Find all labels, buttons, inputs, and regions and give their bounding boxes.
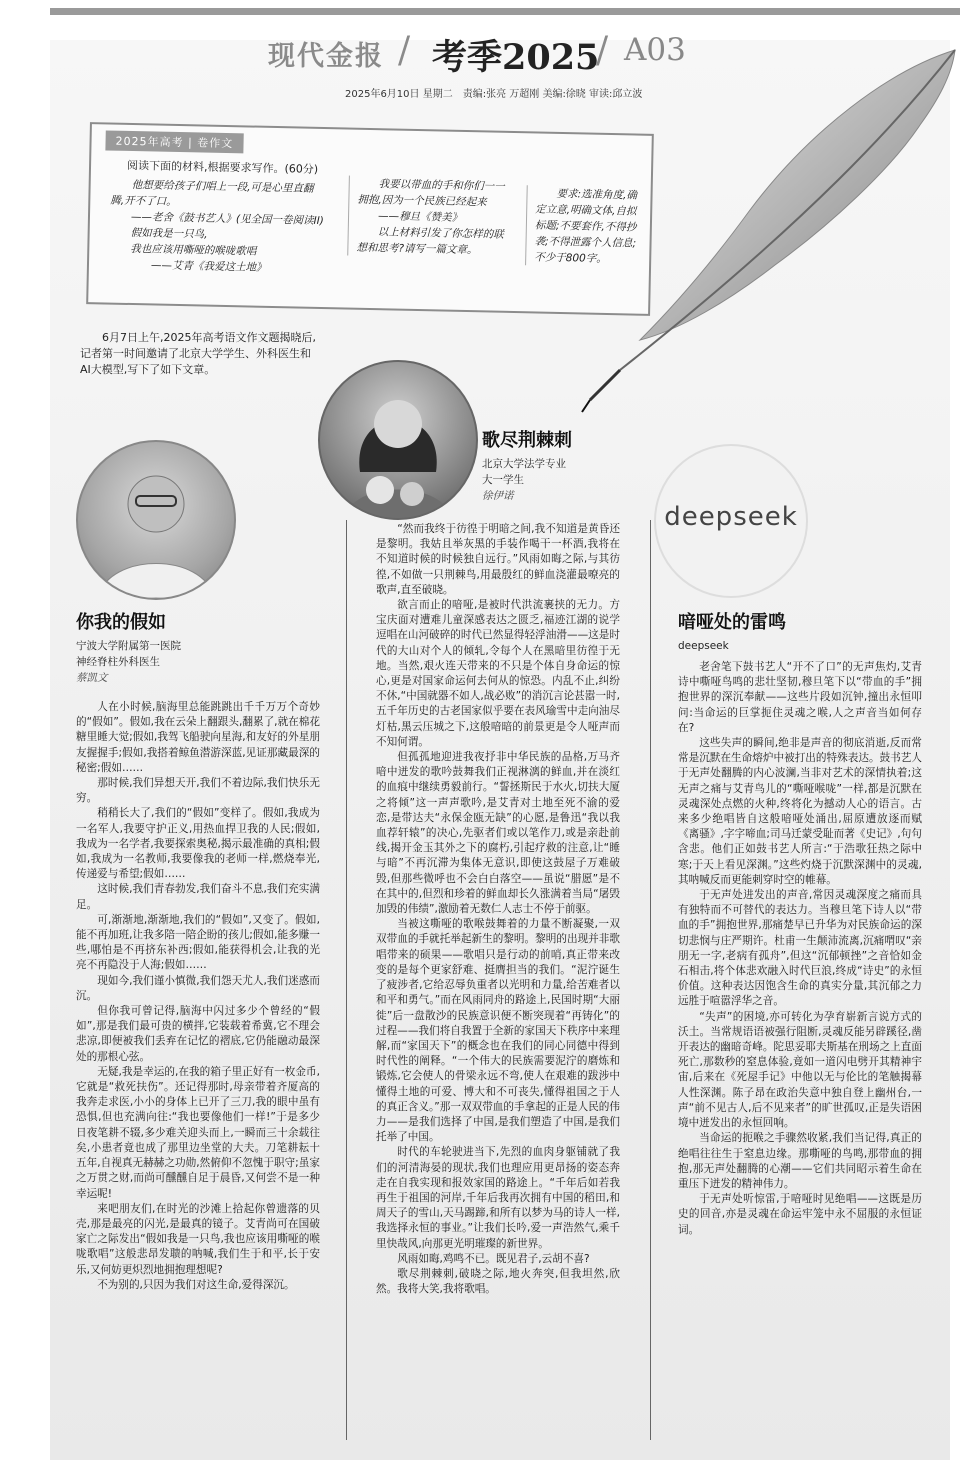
prompt-material-a [109, 177, 326, 277]
author-meta: 宁波大学附属第一医院 [76, 640, 181, 652]
paragraph: 但孤孤地迎进我夜抒非中华民族的品格,万马齐喑中迸发的歌吟鼓舞我们正视淋漓的鲜血,并在淡红的血痕中继续勇毅前行。“誓拯斯民于水火,切扶大厦之将倾”这一声声歌吟,是艾青对土地至死不渝的爱恋,是带达夫“永保金瓯无缺”的心愿,是鲁迅“我以我血荐轩辕”的决心,先驱者们或以笔作刀,或是亲赴前线,揭开金玉其外之下的腐朽,引起疗救的注意,让“睡与暗”不再沉滞为集体无意识,即使这鼓屋子万难破毁,但那些微呼也不会白白落空——虽说“腊愿”是不在其中的,但烈和珍着的鲜血却长久涨满着当局“屠毁加毁的伟绩”,激励着无数仁人志士不停于前驱。 [376, 751, 620, 916]
masthead-slash: / [398, 30, 411, 71]
essay-title: 喑哑处的雷鸣 [678, 612, 786, 633]
section-title: 考季2025 [432, 37, 600, 78]
paragraph: 时代的车轮驶进当下,先烈的血肉身躯铺就了我们的河清海晏的现状,我们也理应用更昂扬的姿态奔走在自我实现和报效家国的路途上。“千年后如若我再生于祖国的河岸,千年后我再次拥有中国的稻田,和周天子的雪山,天马踢蹄,和所有以梦为马的诗人一样,我选择永恒的事业。”让我们长吟,爱一声浩然气,乘千里快哉风,向那更光明璀璨的新世界。 [376, 1146, 620, 1250]
prompt-tag: 2025年高考 | 卷作文 [105, 130, 243, 153]
person-silhouette-icon [320, 362, 476, 518]
author-photo-doctor [76, 440, 236, 600]
prompt-line: ——老舍《鼓书艺人》(见全国一卷阅读II) [130, 210, 324, 228]
paragraph: 稍稍长大了,我们的“假如”变样了。假如,我成为一名军人,我要守护正义,用热血捍卫我的人民;假如,我成为一名学者,我要探索奥秘,揭示最准确的真相;假如,我成为一名教师,我要像我的老师一样,燃烧奉光,传递爱与希望;假如…… [76, 807, 320, 881]
paragraph: 人在小时候,脑海里总能跳跳出千千万万个奇妙的“假如”。假如,我在云朵上翻跟头,翻累了,就在棉花糖里睡大觉;假如,我驾飞船驶向星海,和友好的外星朋友握握手;假如,我搭着鲸鱼潜游深蓝,见证那藏最深的秘密;假如…… [76, 701, 320, 774]
essay-body-3 [678, 660, 922, 1238]
essay-body-1 [76, 700, 320, 1293]
essay-title: 歌尽荆棘刺 [482, 430, 572, 451]
column-divider [650, 520, 651, 1440]
paragraph: 欲言而止的喑哑,是被时代洪流裹挟的无力。方宝庆面对遭难儿童深感表达之匮乏,福迹江湖的说学逗唱在山河破碎的时代已然显得轻浮油滑——这是时代的大山对个人的倾轧,令每个人在黑暗里彷徨于无地。当然,艰火连天带来的不只是个体自身命运的惊心,更是对国家命运何去何从的惊恐。内乱不止,纠纷不休,“中国就器不如人,战必败”的消沉言论甚嚣一时,五千年历史的古老国家似乎要在表风瑜雪中走向油尽灯枯,黑云压城之下,这般喑暗的前景更是令人哑声而不知何谓。 [376, 599, 620, 748]
paragraph: “失声”的困境,亦可转化为孕育崭新言说方式的沃土。当常规语语被强行阻断,灵魂反能另辟蹊径,凿开表达的幽暗奇峰。陀思妥耶夫斯基在刑场之上直面死亡,那数秒的窒息体验,竟如一道闪电劈开其精神宇宙,后来在《死屋手记》中他以无与伦比的笔触揭幕人性深渊。陈子昂在政治失意中独自登上幽州台,一声“前不见古人,后不见来者”的旷世孤叹,正是失语困境中迸发出的永恒回响。 [678, 1010, 922, 1130]
paragraph: 来吧朋友们,在时光的沙滩上拾起你曾遗落的贝壳,那是最亮的闪光,是最真的镜子。艾青尚可在国破家亡之际发出“假如我是一只鸟,我也应该用嘶哑的喉咙歌唱”这般悲昂发聩的呐喊,我们生于和平,长于安乐,又何妨更炽烈地拥抱理想呢? [76, 1202, 320, 1276]
paragraph: 但你我可曾记得,脑海中闪过多少个曾经的“假如”,那是我们最可贵的横拌,它装载着希冀,它不理会悲凉,即便被我们丢弃在记忆的褶底,它仍能融动最深处的那根心弦。 [76, 1005, 320, 1063]
author-signature: 蔡凯文 [76, 672, 108, 684]
paragraph: 这时候,我们青春勃发,我们奋斗不息,我们充实满足。 [76, 883, 320, 911]
prompt-line: 我要以带血的手和你们一一拥抱,因为一个民族已经起来 [357, 178, 505, 209]
author-meta: 大一学生 [482, 474, 524, 486]
prompt-line: 要求:选准角度,确定立意,明确文体,自拟标题;不要套作,不得抄袭;不得泄露个人信息;不少于800字。 [534, 187, 638, 265]
author-photo-student [318, 360, 478, 520]
paragraph: 不为别的,只因为我们对这生命,爱得深沉。 [97, 1278, 295, 1291]
paragraph: 现如今,我们谨小慎微,我们怨天尤人,我们迷惑而沉。 [76, 974, 320, 1002]
essay-title: 你我的假如 [76, 612, 166, 633]
author-affiliation [482, 456, 572, 504]
page-number: A03 [624, 32, 686, 68]
author-signature: 徐伊诺 [482, 490, 514, 502]
paragraph: 于无声处听惊雷,于喑哑时见绝唱——这既是历史的回音,亦是灵魂在命运牢笼中永不屈服的永恒证词。 [678, 1193, 922, 1236]
prompt-line: 我也应该用嘶哑的喉咙歌唱 [130, 242, 257, 258]
author-meta: deepseek [678, 640, 729, 652]
author-block-3 [678, 608, 786, 654]
author-block-2 [482, 426, 572, 504]
paragraph: 当命运的扼喉之手骤然收紧,我们当记得,真正的绝唱往往生于窒息边缘。那嘶哑的鸟鸣,那带血的拥抱,那无声处翻腾的心潮——它们共同昭示着生命在重压下迸发的精神伟力。 [678, 1132, 922, 1190]
exam-prompt-box [86, 122, 654, 316]
paragraph: 当被这嘶哑的歌喉鼓舞着的力量不断凝聚,一双双带血的手就托举起新生的黎明。黎明的出现并非歌唱带来的硕果——歌唱只是行动的前哨,真正带来改变的是每个更家舒难、挺膺担当的我们。“泥泞诞生了疲涉者,它给忍辱负重者以光明和力量,给苦难者以和平和勇气。”而在风雨同舟的路途上,民国时期“大丽徙”后一盘散沙的民族意识便不断突现着“再铸化”的过程——我们将自我置于全新的家国天下秩序中来理解,而“家国天下”的概念也在我们的同心同德中得到时代性的阐释。“一个伟大的民族需要泥泞的磨炼和锻炼,它会使人的骨梁永远不弯,使人在艰难的跋涉中懂得土地的可爱、博大和不可丧失,懂得祖国之于人的真正含义。”那一双双带血的手拿起的正是人民的伟力——是我们选择了中国,是我们塑造了中国,是我们托举了中国。 [376, 918, 620, 1144]
top-rule [50, 8, 960, 15]
essay-body-2 [376, 522, 620, 1297]
author-meta: 神经脊柱外科医生 [76, 656, 160, 668]
paragraph: 风雨如晦,鸡鸣不已。既见君子,云胡不喜? [397, 1252, 590, 1265]
dateline: 2025年6月10日 星期二 责编:张亮 万超刚 美编:徐晓 审读:邱立波 [345, 89, 643, 100]
author-affiliation [678, 638, 786, 654]
author-affiliation [76, 638, 181, 686]
deepseek-logo: deepseek [664, 502, 798, 532]
paragraph: 于无声处进发出的声音,常因灵魂深度之痛而具有独特而不可替代的表达力。当穆旦笔下诗人以“带血的手”拥抱世界,那痛楚早已升华为对民族命运的深切悲悯与庄严期许。杜甫一生颠沛流离,沉痛喟叹“亲朋无一字,老病有孤舟”,但这“沉郁顿挫”之音恰如金石相击,将个体悲欢融入时代巨浪,终成“诗史”的永恒价值。这种表达因饱含生命的真实分量,其沉郁之力远胜于喧嚣浮华之音。 [678, 889, 922, 1008]
paragraph: “然而我终于彷徨于明暗之间,我不知道是黄昏还是黎明。我姑且举灰黑的手装作喝干一杯酒,我将在不知道时候的时候独自远行。”风雨如晦之际,与其彷徨,不如做一只荆棘鸟,用最殷红的鲜血浇灌最嘹亮的歌声,直至破晓。 [376, 523, 620, 596]
prompt-line: 假如我是一只鸟, [130, 226, 208, 241]
paper-name: 现代金报 [268, 41, 384, 72]
paragraph: 无疑,我是幸运的,在我的箱子里正好有一枚金币,它就是“救死扶伤”。还记得那时,母亲带着齐厦高的我奔走求医,小小的身体上已开了三刀,我的眼中虽有恐惧,但也充满向往:“我也要像他们一样!”于是多少日夜笔耕不辍,多少难关迎头而上,一瞬而三十余载往矣,小患者竟也成了那里边坐堂的大夫。刀笔耕耘十五年,自视真无赫赫之功勋,然俯仰不忽愧于职守;虽家之万贯之财,而尚可醺醺自足于晨昏,又何尝不是一种幸运呢! [76, 1065, 320, 1200]
prompt-material-b [347, 176, 508, 259]
column-divider [346, 520, 347, 1440]
masthead-slash: / [596, 30, 609, 71]
paragraph: 这些失声的瞬间,绝非是声音的彻底消逝,反而常常是沉默在生命熔炉中被打出的特殊表达。鼓书艺人于无声处翻腾的内心波澜,当非对艺术的深情执着;这无声之痛与艾青鸟儿的“嘶哑喉咙”一样,都是沉默在灵魂深处点燃的火种,终将化为撼动人心的语言。古来多少绝唱皆自这般喑哑处涌出,屈原遭放逐而赋《离骚》,字字啼血;司马迁蒙受耻而著《史记》,句句含悲。他们正如鼓书艺人所言:“于浩歌狂热之际中寒;于天上看见深渊。”这些灼烧于沉默深渊中的灵魂,其呐喊反而更能刺穿时空的帷幕。 [678, 737, 922, 886]
prompt-intro: 阅读下面的材料,根据要求写作。(60分) [126, 158, 319, 176]
paragraph: 老舍笔下鼓书艺人“开不了口”的无声焦灼,艾青诗中嘶哑鸟鸣的悲壮坚韧,穆旦笔下以“带血的手”拥抱世界的深沉奉献——这些片段如沉钟,撞出永恒叩问:当命运的巨掌扼住灵魂之喉,人之声音当如何存在? [678, 661, 922, 734]
prompt-requirements [525, 185, 644, 267]
prompt-line: 以上材料引发了你怎样的联想和思考?请写一篇文章。 [356, 226, 504, 257]
deepseek-logo-badge [654, 444, 808, 598]
paragraph: 那时候,我们异想天开,我们不着边际,我们快乐无穷。 [76, 777, 320, 805]
person-silhouette-icon [78, 442, 234, 598]
paragraph: 可,渐渐地,渐渐地,我们的“假如”,又变了。假如,能不再加班,让我多陪一陪企盼的孩儿;假如,能多赚一些,哪怕是不再挤东补西;假如,能获得机会,让我的光亮不再隐没于人海;假如…… [76, 913, 320, 972]
paragraph: 歌尽荆棘刺,破晓之际,地火奔突,但我坦然,欣然。我将大笑,我将歌唱。 [376, 1267, 620, 1296]
prompt-line: 他想要给孩子们唱上一段,可是心里直翻腾,开不了口。 [110, 179, 314, 208]
author-block-1 [76, 608, 181, 686]
prompt-line: ——穆旦《赞美》 [377, 210, 463, 224]
article-intro: 6月7日上午,2025年高考语文作文题揭晓后,记者第一时间邀请了北京大学学生、外科医生和AI大模型,写下了如下文章。 [80, 331, 316, 376]
prompt-line: ——艾青《我爱这土地》 [150, 259, 267, 274]
author-meta: 北京大学法学专业 [482, 458, 566, 470]
